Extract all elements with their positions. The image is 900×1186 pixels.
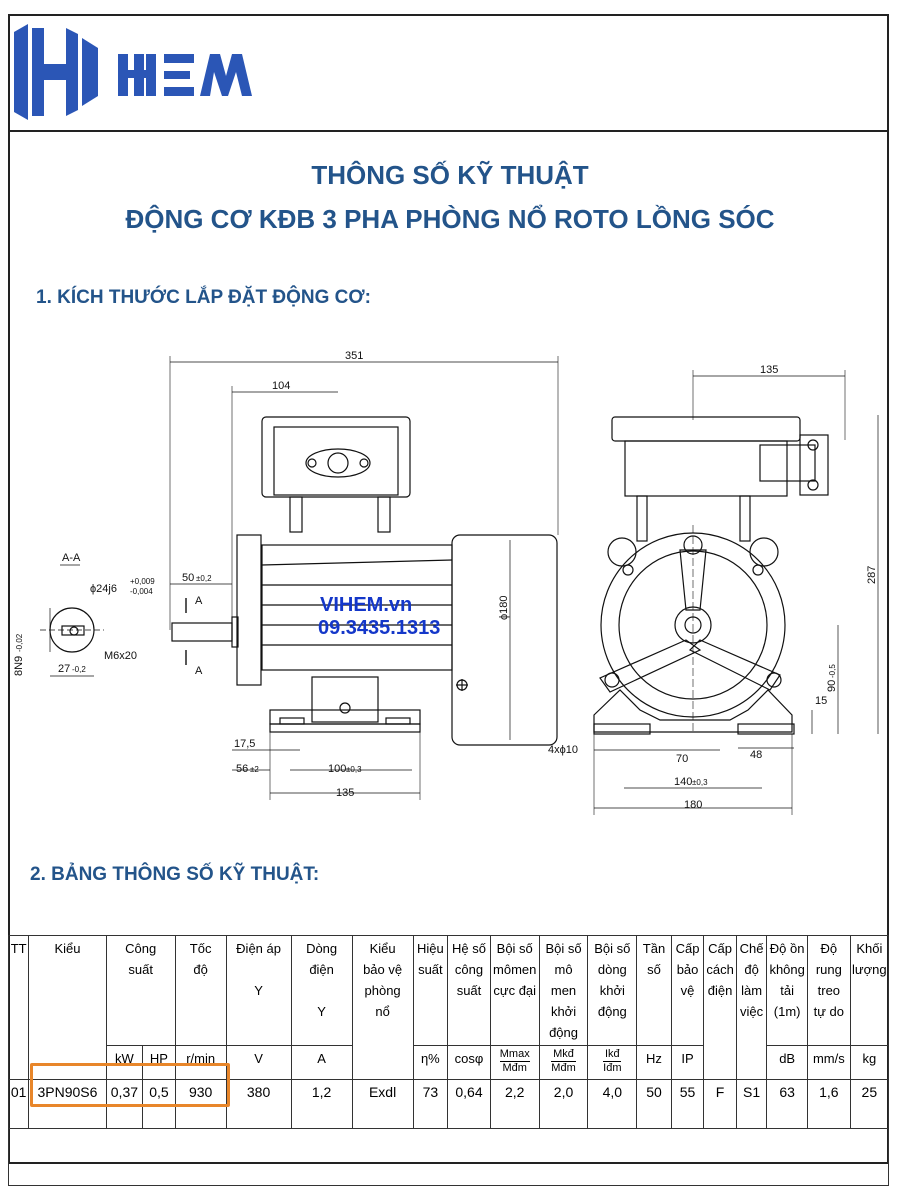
section-heading-dimensions: 1. KÍCH THƯỚC LẮP ĐẶT ĐỘNG CƠ: (36, 287, 371, 308)
label-100-tol: ±0,3 (346, 765, 362, 774)
cell-cos: 0,64 (448, 1080, 491, 1129)
cell-tt: 01 (9, 1080, 29, 1129)
label-shaft-tol-up: +0,009 (130, 577, 155, 586)
label-shaft-tol-dn: -0,004 (130, 587, 153, 596)
hem-logo (14, 24, 254, 120)
cell-eta: 73 (413, 1080, 448, 1129)
label-70: 70 (676, 753, 689, 765)
label-holes: 4xϕ10 (548, 744, 579, 756)
cell-kieu: 3PN90S6 (29, 1080, 106, 1129)
table-empty-row (9, 1129, 889, 1186)
label-50-tol: ±0,2 (196, 574, 212, 583)
unit-a: A (291, 1046, 352, 1080)
th-che-do: Chế độ làm việc (736, 936, 766, 1080)
th-cong-suat: Công suất (106, 936, 175, 1046)
label-287: 287 (866, 565, 878, 584)
th-khoi-luong: Khối lượng (850, 936, 888, 1046)
th-kieu-bao-ve: Kiểu bảo vệ phòng nổ (352, 936, 413, 1080)
unit-db: dB (767, 1046, 808, 1080)
highlight-box (30, 1063, 230, 1107)
label-key-width: 8N9 (13, 655, 25, 676)
th-dong-dien: Dòng điện Y (291, 936, 352, 1046)
label-17-5: 17,5 (234, 738, 256, 750)
th-kieu: Kiểu (29, 936, 106, 1080)
section-heading-spec-table: 2. BẢNG THÔNG SỐ KỸ THUẬT: (30, 864, 320, 885)
header-divider (8, 130, 889, 132)
doc-title-line2: ĐỘNG CƠ KĐB 3 PHA PHÒNG NỔ ROTO LỒNG SÓC (125, 204, 775, 234)
label-shaft-dia: ϕ24j6 (90, 583, 117, 595)
label-140: 140 (674, 776, 693, 788)
label-total-length: 351 (345, 350, 364, 362)
watermark-site: VIHEM.vn (320, 594, 413, 616)
cell-mkd: 2,0 (539, 1080, 588, 1129)
th-tan-so: Tần số (637, 936, 672, 1046)
doc-title-line1: THÔNG SỐ KỸ THUẬT (311, 160, 589, 190)
label-56: 56 (236, 763, 249, 775)
watermark-phone: 09.3435.1313 (318, 617, 441, 639)
cell-s: S1 (736, 1080, 766, 1129)
th-do-rung: Độ rung treo tự do (807, 936, 850, 1046)
label-key-depth-tol: -0,2 (72, 665, 86, 674)
unit-mkd: $\frac{\text{Mkđ}}{\text{Mđm}}$ (539, 1046, 588, 1080)
cell-hp: 0,5 (143, 1080, 176, 1129)
th-do-on: Độ ồn không tải (1m) (767, 936, 808, 1046)
unit-hp: HP (143, 1046, 176, 1080)
spec-table (8, 935, 889, 1186)
label-aa: A-A (62, 552, 81, 564)
label-90: 90 (826, 679, 838, 692)
label-90-tol: -0,5 (828, 664, 837, 678)
unit-kg: kg (850, 1046, 888, 1080)
label-140-tol: ±0,3 (692, 778, 708, 787)
cell-kg: 25 (850, 1080, 888, 1129)
th-toc-do: Tốc độ (175, 936, 226, 1046)
unit-hz: Hz (637, 1046, 672, 1080)
label-100: 100 (328, 763, 347, 775)
unit-rpm: r/min (175, 1046, 226, 1080)
cell-mmax: 2,2 (490, 1080, 539, 1129)
unit-mmax: $\frac{Mmax}{\text{Mđm}}$ (490, 1046, 539, 1080)
th-hieu-suat: Hiệu suất (413, 936, 448, 1046)
cell-bv: Exdl (352, 1080, 413, 1129)
unit-kw: kW (106, 1046, 143, 1080)
unit-cos: cosφ (448, 1046, 491, 1080)
cell-ikd: 4,0 (588, 1080, 637, 1129)
label-section-a-bottom: A (195, 665, 203, 677)
cell-mms: 1,6 (807, 1080, 850, 1129)
unit-ikd: $\frac{\text{Ikđ}}{\text{Iđm}}$ (588, 1046, 637, 1080)
th-cap-cach-dien: Cấp cách điện (704, 936, 737, 1080)
cell-a: 1,2 (291, 1080, 352, 1129)
label-50: 50 (182, 572, 195, 584)
th-boi-so-mk: Bội số mô men khởi động (539, 936, 588, 1046)
label-56-tol: ±2 (250, 765, 259, 774)
unit-v: V (226, 1046, 291, 1080)
cell-rpm: 930 (175, 1080, 226, 1129)
unit-ip: IP (671, 1046, 704, 1080)
label-key-tol: -0,02 (15, 633, 24, 652)
cell-kw: 0,37 (106, 1080, 143, 1129)
cell-cd: F (704, 1080, 737, 1129)
th-tt: TT (9, 936, 29, 1080)
th-boi-so-dk: Bội số dòng khởi động (588, 936, 637, 1046)
label-135-side: 135 (760, 364, 779, 376)
motor-dimension-drawing (0, 330, 900, 850)
th-dien-ap: Điện áp Y (226, 936, 291, 1046)
cell-ip: 55 (671, 1080, 704, 1129)
unit-eta: η% (413, 1046, 448, 1080)
label-thread: M6x20 (104, 650, 138, 662)
label-dia180: ϕ180 (498, 595, 510, 620)
th-cap-bao-ve: Cấp bảo vệ (671, 936, 704, 1046)
label-key-depth: 27 (58, 663, 71, 675)
label-48: 48 (750, 749, 763, 761)
label-15: 15 (815, 695, 828, 707)
th-he-so-cs: Hệ số công suất (448, 936, 491, 1046)
unit-mms: mm/s (807, 1046, 850, 1080)
label-section-a-top: A (195, 595, 203, 607)
table-header-row (9, 936, 889, 1046)
label-135-front: 135 (336, 787, 355, 799)
cell-hz: 50 (637, 1080, 672, 1129)
cell-db: 63 (767, 1080, 808, 1129)
label-180: 180 (684, 799, 703, 811)
th-boi-so-mm: Bội số mômen cực đại (490, 936, 539, 1046)
label-104: 104 (272, 380, 291, 392)
cell-v: 380 (226, 1080, 291, 1129)
